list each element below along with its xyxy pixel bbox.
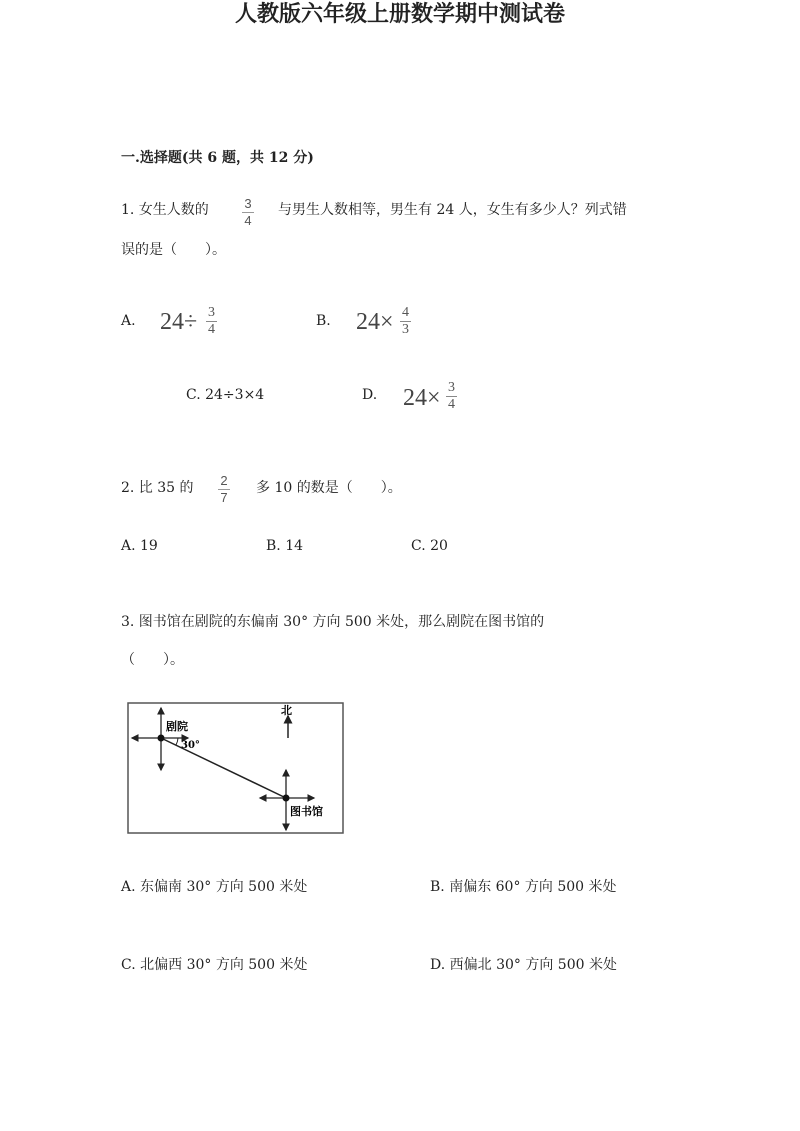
q2-option-a[interactable]: A. 19 [121, 538, 158, 554]
q2-suffix: 多 10 的数是（ ）。 [256, 480, 402, 496]
q1-option-b-expr: 24× [356, 309, 394, 335]
library-point [283, 795, 290, 802]
direction-diagram [126, 700, 346, 836]
q2-fraction: 2 7 [218, 474, 230, 505]
q1-line2: 误的是（ ）。 [121, 242, 226, 258]
q3-option-a[interactable]: A. 东偏南 30° 方向 500 米处 [121, 879, 308, 895]
angle-arc [176, 738, 178, 745]
q1-option-c[interactable]: C. 24÷3×4 [186, 387, 265, 403]
q2-option-c[interactable]: C. 20 [411, 538, 448, 554]
north-label: 北 [281, 704, 292, 717]
theater-label: 剧院 [166, 720, 188, 733]
library-label: 图书馆 [290, 805, 323, 818]
q1-option-b-fraction: 4 3 [402, 305, 409, 337]
q1-fraction [242, 197, 254, 228]
theater-point [158, 735, 165, 742]
q1-prefix: 1. 女生人数的 [121, 202, 209, 218]
connecting-line [161, 738, 286, 798]
q1-option-d-expr: 24× [403, 385, 441, 411]
q1-option-a-label[interactable]: A. [121, 313, 136, 329]
q3-option-b[interactable]: B. 南偏东 60° 方向 500 米处 [430, 879, 617, 895]
q2-option-b[interactable]: B. 14 [266, 538, 304, 554]
q1-option-d-label[interactable]: D. [362, 387, 378, 403]
denominator: 4 [244, 213, 252, 228]
q2-prefix: 2. 比 35 的 [121, 480, 194, 496]
q3-line2: （ ）。 [121, 652, 184, 668]
q1-option-a-expr: 24÷ [160, 309, 198, 335]
page-title: 人教版六年级上册数学期中测试卷 [234, 1, 565, 27]
q3-option-d[interactable]: D. 西偏北 30° 方向 500 米处 [430, 957, 617, 973]
q1-option-a-fraction: 3 4 [208, 305, 215, 337]
q1-option-b-label[interactable]: B. [316, 313, 331, 329]
q3-line1: 3. 图书馆在剧院的东偏南 30° 方向 500 米处，那么剧院在图书馆的 [121, 614, 545, 630]
numerator: 3 [244, 196, 252, 211]
angle-label: 30° [181, 740, 200, 751]
q3-option-c[interactable]: C. 北偏西 30° 方向 500 米处 [121, 957, 308, 973]
q1-suffix: 与男生人数相等，男生有 24 人，女生有多少人？列式错 [278, 202, 627, 218]
section-heading: 一.选择题(共 6 题，共 12 分) [121, 150, 314, 166]
q1-option-d-fraction: 3 4 [448, 380, 455, 412]
